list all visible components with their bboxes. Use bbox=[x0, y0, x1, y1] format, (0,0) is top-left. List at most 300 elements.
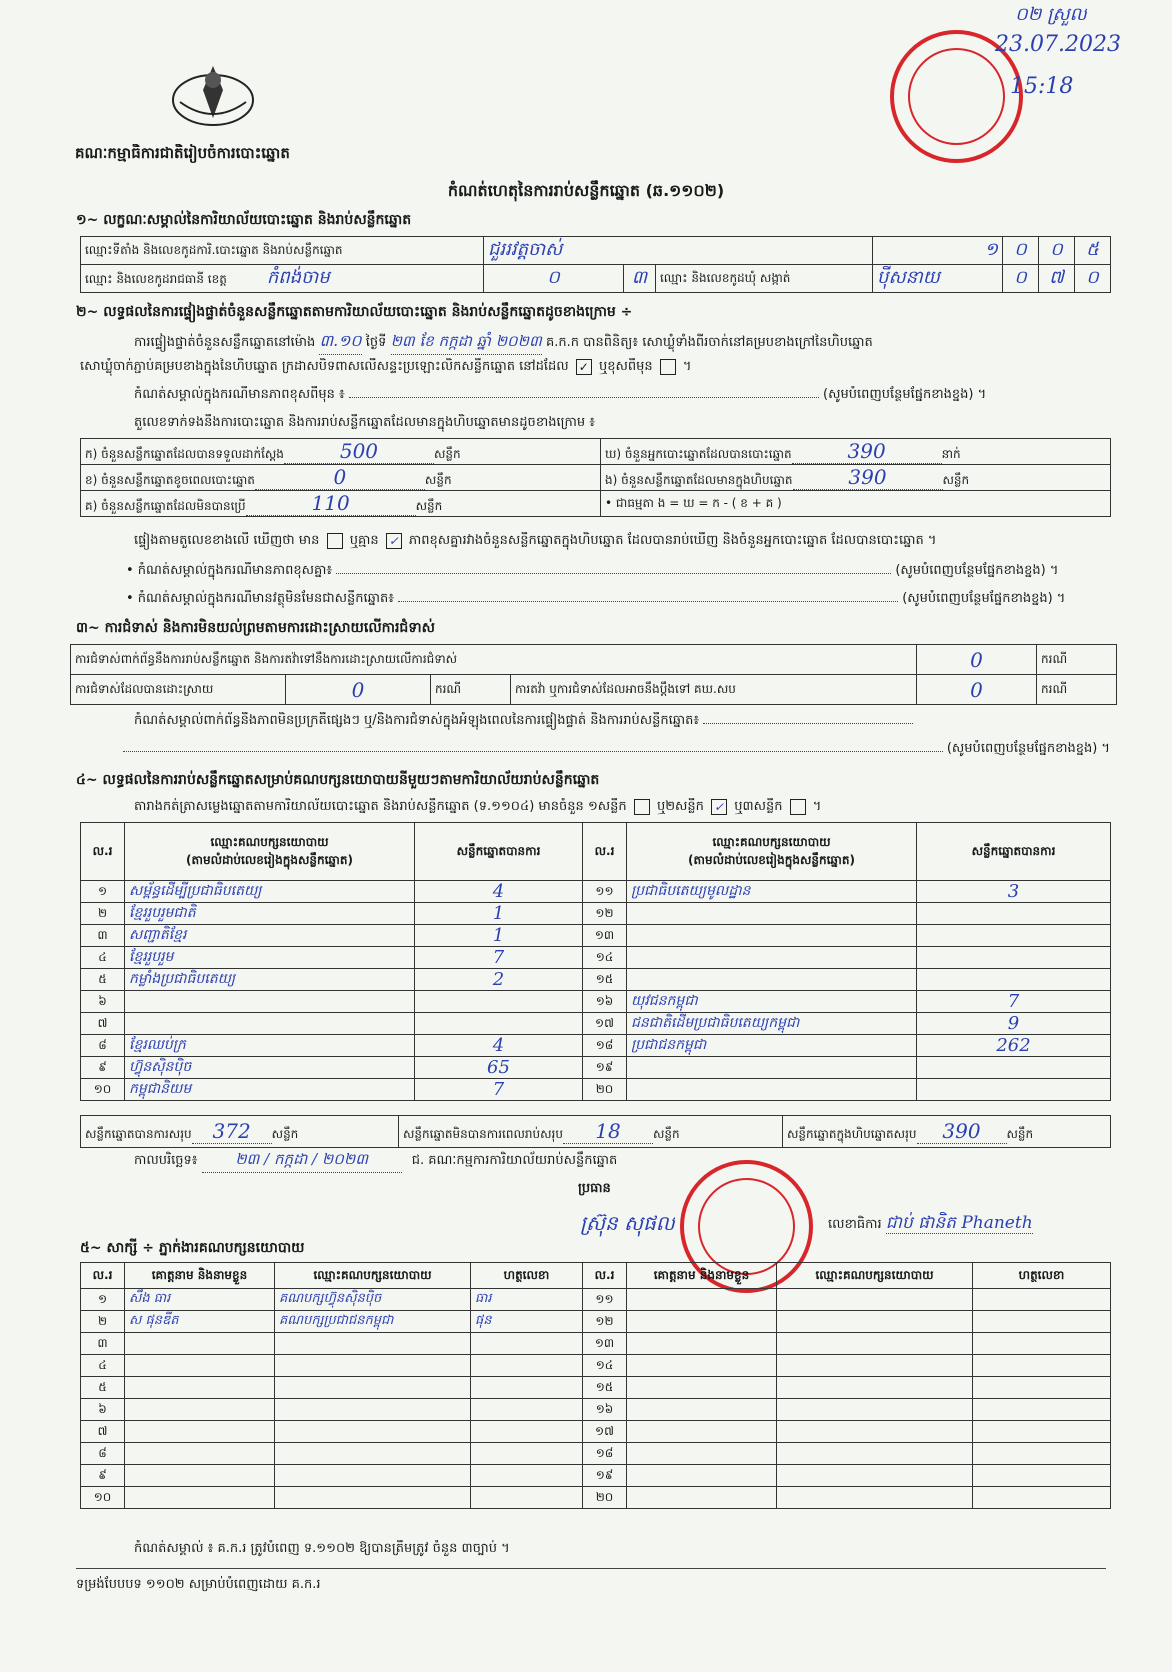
ngo-label: ង) ចំនួនសន្លឹកឆ្នោតដែលមានក្នុងហិបឆ្នោត bbox=[605, 473, 793, 487]
witness-party bbox=[777, 1289, 973, 1311]
witness-sign bbox=[471, 1465, 583, 1487]
witness-name bbox=[125, 1355, 275, 1377]
witness-sign bbox=[471, 1355, 583, 1377]
witness-party bbox=[777, 1311, 973, 1333]
intro-end: ។ bbox=[812, 799, 822, 814]
witness-name bbox=[627, 1465, 777, 1487]
witness-party bbox=[275, 1333, 471, 1355]
witness-party bbox=[777, 1333, 973, 1355]
total-valid-label: សន្លឹកឆ្នោតបានការសរុប bbox=[85, 1127, 192, 1141]
result-votes bbox=[917, 903, 1111, 925]
result-no: ១៨ bbox=[583, 1035, 627, 1057]
chair-signature: ស្រ៊ុន សុផល bbox=[580, 1211, 675, 1235]
ngo-value: 390 bbox=[793, 465, 943, 490]
kha-value: 0 bbox=[255, 465, 425, 490]
count-kho bbox=[601, 439, 1111, 465]
table-row bbox=[81, 1079, 1111, 1101]
section2-para1 bbox=[134, 330, 1109, 355]
total-invalid-unit: សន្លឹក bbox=[652, 1127, 680, 1141]
objection-related-value: 0 bbox=[917, 645, 1037, 675]
result-votes: 7 bbox=[415, 947, 583, 969]
date-label: កាលបរិច្ឆេទ៖ bbox=[134, 1153, 198, 1168]
counts-table bbox=[80, 438, 1111, 517]
witness-sign bbox=[471, 1421, 583, 1443]
commune-code-2: ៧ bbox=[1039, 265, 1075, 293]
witness-no: ៥ bbox=[81, 1377, 125, 1399]
kho-label: ឃ) ចំនួនអ្នកបោះឆ្នោតដែលបានបោះឆ្នោត bbox=[605, 447, 792, 461]
has-difference-checkbox[interactable] bbox=[327, 533, 343, 549]
commune-code-1: ០ bbox=[1003, 265, 1039, 293]
table-row bbox=[81, 969, 1111, 991]
commune-code-3: ០ bbox=[1075, 265, 1111, 293]
result-party: ជនជាតិដើមប្រជាធិបតេយ្យកម្ពុជា bbox=[627, 1013, 917, 1035]
table-row bbox=[81, 1443, 1111, 1465]
total-box-value: 390 bbox=[917, 1119, 1007, 1144]
result-party: ខ្មែររួបរួម bbox=[125, 947, 415, 969]
witness-sign bbox=[973, 1443, 1111, 1465]
objection-resolved-unit: ករណី bbox=[431, 675, 511, 705]
result-no: ១៣ bbox=[583, 925, 627, 947]
objection-related-unit: ករណី bbox=[1037, 645, 1117, 675]
result-party bbox=[125, 991, 415, 1013]
corner-note-line1: ០២ ស្រួល bbox=[1015, 4, 1087, 25]
section2-heading: ២~ លទ្ធផលនៃការផ្ទៀងផ្ទាត់ចំនួនសន្លឹកឆ្នោតតាមការិយាល័យបោះឆ្នោត និងរាប់សន្លឹកឆ្នោតដូចខាងក្រោម ÷ bbox=[76, 304, 633, 320]
ka-unit: សន្លឹក bbox=[433, 447, 461, 461]
total-box-unit: សន្លឹក bbox=[1006, 1127, 1034, 1141]
witness-name bbox=[125, 1421, 275, 1443]
col-votes-right: សន្លឹកឆ្នោតបានការ bbox=[917, 823, 1111, 881]
org-name: គណៈកម្មាធិការជាតិរៀបចំការបោះឆ្នោត bbox=[75, 144, 290, 162]
committee-label: ជ. គណៈកម្មការការិយាល័យរាប់សន្លឹកឆ្នោត bbox=[411, 1153, 618, 1168]
col-no-right: ល.រ bbox=[583, 823, 627, 881]
kho-value: 390 bbox=[792, 439, 942, 464]
witness-no: ១៩ bbox=[583, 1465, 627, 1487]
w-col-sign-right: ហត្ថលេខា bbox=[973, 1263, 1111, 1289]
location-code-4: ៥ bbox=[1075, 237, 1111, 265]
compare-a: ផ្ទៀងតាមតួលេខខាងលើ ឃើញថា មាន bbox=[134, 533, 320, 548]
result-party bbox=[627, 947, 917, 969]
result-no: ១១ bbox=[583, 881, 627, 903]
table-row bbox=[81, 1311, 1111, 1333]
corner-note-time: 15:18 bbox=[1010, 74, 1074, 99]
witness-sign bbox=[973, 1311, 1111, 1333]
col-party-right-sub: (តាមលំដាប់លេខរៀងក្នុងសន្លឹកឆ្នោត) bbox=[688, 852, 855, 867]
location-code-3: ០ bbox=[1039, 237, 1075, 265]
witness-name: សឹង ធារ bbox=[125, 1289, 275, 1311]
table-row bbox=[81, 1399, 1111, 1421]
witness-name bbox=[627, 1377, 777, 1399]
ka-label: ក) ចំនួនសន្លឹកឆ្នោតដែលបានទទួលដាក់ស្តែង bbox=[85, 447, 284, 461]
table-row bbox=[81, 1487, 1111, 1509]
note2-label: • កំណត់សម្គាល់ក្នុងករណីមានភាពខុសគ្នា៖ bbox=[126, 563, 333, 578]
result-party: កម្លាំងប្រជាធិបតេយ្យ bbox=[125, 969, 415, 991]
results-table bbox=[80, 822, 1111, 1101]
table-row bbox=[81, 1355, 1111, 1377]
two-sheet-checkbox[interactable]: ✓ bbox=[711, 799, 727, 815]
province-label-text: ឈ្មោះ និងលេខកូដរាជធានី ខេត្ត bbox=[85, 272, 227, 286]
witness-sign bbox=[973, 1399, 1111, 1421]
witness-party bbox=[777, 1399, 973, 1421]
table-row bbox=[81, 1377, 1111, 1399]
witness-no: ៨ bbox=[81, 1443, 125, 1465]
witness-party: គណបក្សប្រជាជនកម្ពុជា bbox=[275, 1311, 471, 1333]
witness-sign bbox=[471, 1399, 583, 1421]
witness-party bbox=[777, 1487, 973, 1509]
witness-no: ៦ bbox=[81, 1399, 125, 1421]
para1-c: គ.ក.ក បានពិនិត្យ៖ សោឃ្លុំទាំងពីរចាក់នៅគម្របខាងក្រៅនៃហិបឆ្នោត bbox=[545, 335, 873, 350]
count-kha bbox=[81, 465, 601, 491]
w-col-name-left: គោត្តនាម និងនាមខ្លួន bbox=[125, 1263, 275, 1289]
location-code-2: ០ bbox=[1003, 237, 1039, 265]
count-ngo bbox=[601, 465, 1111, 491]
compare-c: ភាពខុសគ្នារវាងចំនួនសន្លឹកឆ្នោតក្នុងហិបឆ្នោត ដែលបានរាប់ឃើញ និងចំនួនអ្នកបោះឆ្នោត ដែលបានបោះឆ្នោត ។ bbox=[408, 533, 937, 548]
para2-end: ។ bbox=[682, 359, 692, 374]
result-no: ៦ bbox=[81, 991, 125, 1013]
ka-value: 500 bbox=[284, 439, 434, 464]
witness-sign bbox=[471, 1377, 583, 1399]
result-no: ៥ bbox=[81, 969, 125, 991]
witness-no: ១១ bbox=[583, 1289, 627, 1311]
secretary-value: ជាប់ ផានិត Phaneth bbox=[885, 1213, 1033, 1233]
secretary-label: លេខាធិការ bbox=[828, 1217, 882, 1232]
formula: • ជាធម្មតា ង = ឃ = ក - ( ខ + គ ) bbox=[601, 491, 1111, 517]
witness-party bbox=[275, 1443, 471, 1465]
note1-line bbox=[134, 386, 1109, 405]
result-no: ៧ bbox=[81, 1013, 125, 1035]
witness-sign bbox=[973, 1289, 1111, 1311]
section3-note-label: កំណត់សម្គាល់ពាក់ព័ន្ធនឹងភាពមិនប្រក្រតីផ្សេងៗ ឬ/និងការជំទាស់ក្នុងអំឡុងពេលនៃការផ្ទៀងផ្ទាត់ និងការរាប់សន្លឹកឆ្នោត៖ bbox=[134, 713, 700, 728]
intro-c: ឬ៣សន្លឹក bbox=[734, 799, 783, 814]
count-ko bbox=[81, 491, 601, 517]
witness-table bbox=[80, 1262, 1111, 1509]
result-votes: 7 bbox=[415, 1079, 583, 1101]
section1-table bbox=[80, 236, 1111, 293]
witness-sign bbox=[973, 1465, 1111, 1487]
result-no: ៤ bbox=[81, 947, 125, 969]
location-label: ឈ្មោះទីតាំង និងលេខកូដការិ.បោះឆ្នោត និងរាប់សន្លឹកឆ្នោត bbox=[81, 237, 484, 265]
witness-party bbox=[777, 1421, 973, 1443]
witness-name bbox=[627, 1421, 777, 1443]
result-votes bbox=[917, 925, 1111, 947]
result-no: ១០ bbox=[81, 1079, 125, 1101]
no-difference-checkbox[interactable]: ✓ bbox=[386, 533, 402, 549]
table-row bbox=[81, 1035, 1111, 1057]
witness-no: ១ bbox=[81, 1289, 125, 1311]
witness-no: ២ bbox=[81, 1311, 125, 1333]
result-no: ២០ bbox=[583, 1079, 627, 1101]
location-value: ជួររវត្តចាស់ bbox=[484, 237, 873, 265]
witness-name bbox=[627, 1487, 777, 1509]
w-col-sign-left: ហត្ថលេខា bbox=[471, 1263, 583, 1289]
result-party: ខ្មែរឈប់ក្រ bbox=[125, 1035, 415, 1057]
witness-name bbox=[627, 1289, 777, 1311]
witness-name bbox=[627, 1399, 777, 1421]
witness-name bbox=[125, 1443, 275, 1465]
witness-party bbox=[275, 1355, 471, 1377]
result-no: ១២ bbox=[583, 903, 627, 925]
result-no: ១៦ bbox=[583, 991, 627, 1013]
para2-text: សោឃ្លុំចាក់ភ្ជាប់គម្របខាងក្នុងនៃហិបឆ្នោត ក្រដាសបិទពាសលើសន្ទះប្រឡោះលិកសន្លឹកឆ្នោត នៅដដែល bbox=[80, 359, 569, 374]
result-no: ២ bbox=[81, 903, 125, 925]
chair-label: ប្រធាន bbox=[578, 1181, 611, 1196]
result-votes: 2 bbox=[415, 969, 583, 991]
footer-text: ទម្រង់បែបបទ ១១០២ សម្រាប់បំពេញដោយ គ.ក.រ bbox=[76, 1577, 321, 1592]
witness-party bbox=[275, 1487, 471, 1509]
result-no: ១ bbox=[81, 881, 125, 903]
intro-b: ឬ២សន្លឹក bbox=[656, 799, 704, 814]
intro-a: តារាងកត់ត្រាសម្លេងឆ្នោតតាមការិយាល័យបោះឆ្នោត និងរាប់សន្លឹកឆ្នោត (ទ.១១០៤) មានចំនួន ១សន្លឹក bbox=[134, 799, 627, 814]
witness-name bbox=[125, 1377, 275, 1399]
province-label bbox=[81, 265, 484, 293]
result-no: ១៥ bbox=[583, 969, 627, 991]
section3-note bbox=[134, 712, 1109, 731]
witness-sign: ផុន bbox=[471, 1311, 583, 1333]
note2-line bbox=[126, 562, 1109, 581]
witness-no: ១៨ bbox=[583, 1443, 627, 1465]
witness-sign bbox=[973, 1333, 1111, 1355]
result-party: សម្ព័ន្ធដើម្បីប្រជាធិបតេយ្យ bbox=[125, 881, 415, 903]
objections-table bbox=[70, 644, 1117, 705]
total-box-label: សន្លឹកឆ្នោតក្នុងហិបឆ្នោតសរុប bbox=[787, 1127, 917, 1141]
w-col-party-right: ឈ្មោះគណបក្សនយោបាយ bbox=[777, 1263, 973, 1289]
ko-label: គ) ចំនួនសន្លឹកឆ្នោតដែលមិនបានប្រើ bbox=[85, 499, 246, 513]
col-party-right bbox=[627, 823, 917, 881]
col-party-left bbox=[125, 823, 415, 881]
witness-sign bbox=[973, 1355, 1111, 1377]
result-votes: 3 bbox=[917, 881, 1111, 903]
table-row bbox=[81, 991, 1111, 1013]
form-title: កំណត់ហេតុនៃការរាប់សន្លឹកឆ្នោត (ឆ.១១០២) bbox=[447, 181, 725, 200]
witness-no: ១៥ bbox=[583, 1377, 627, 1399]
total-valid-value: 372 bbox=[192, 1119, 272, 1144]
section1-heading: ១~ លក្ខណៈសម្គាល់នៃការិយាល័យបោះឆ្នោត និងរាប់សន្លឹកឆ្នោត bbox=[76, 212, 412, 228]
appeal-value: 0 bbox=[917, 675, 1037, 705]
witness-sign bbox=[471, 1443, 583, 1465]
section3-note-suffix: (សូមបំពេញបន្ថែមផ្នែកខាងខ្នង) ។ bbox=[946, 741, 1110, 756]
province-code-2: ៣ bbox=[624, 265, 656, 293]
result-party bbox=[627, 969, 917, 991]
footer-divider bbox=[76, 1568, 1106, 1569]
kha-unit: សន្លឹក bbox=[424, 473, 452, 487]
province-code-1: ០ bbox=[484, 265, 624, 293]
witness-party bbox=[777, 1355, 973, 1377]
result-party bbox=[627, 1057, 917, 1079]
witness-sign bbox=[973, 1377, 1111, 1399]
ngo-unit: សន្លឹក bbox=[942, 473, 970, 487]
witness-no: ១០ bbox=[81, 1487, 125, 1509]
result-votes: 262 bbox=[917, 1035, 1111, 1057]
table-row bbox=[81, 1013, 1111, 1035]
col-party-right-title: ឈ្មោះគណបក្សនយោបាយ bbox=[712, 834, 831, 849]
result-party: ខ្មែររួបរួមជាតិ bbox=[125, 903, 415, 925]
three-sheet-checkbox[interactable] bbox=[790, 799, 806, 815]
table-row bbox=[81, 1465, 1111, 1487]
witness-no: ១៤ bbox=[583, 1355, 627, 1377]
col-votes-left: សន្លឹកឆ្នោតបានការ bbox=[415, 823, 583, 881]
witness-no: ៤ bbox=[81, 1355, 125, 1377]
appeal-unit: ករណី bbox=[1037, 675, 1117, 705]
witness-no: ៧ bbox=[81, 1421, 125, 1443]
result-no: ៨ bbox=[81, 1035, 125, 1057]
result-votes bbox=[415, 1013, 583, 1035]
result-votes bbox=[917, 969, 1111, 991]
result-votes: 4 bbox=[415, 881, 583, 903]
note3-line bbox=[126, 590, 1109, 609]
commune-label: ឈ្មោះ និងលេខកូដឃុំ សង្កាត់ bbox=[656, 265, 873, 293]
result-party: កម្ពុជានិយម bbox=[125, 1079, 415, 1101]
unchanged-checkbox[interactable]: ✓ bbox=[576, 359, 592, 375]
witness-no: ១៦ bbox=[583, 1399, 627, 1421]
result-votes: 1 bbox=[415, 903, 583, 925]
objection-related-label: ការជំទាស់ពាក់ព័ន្ធនឹងការរាប់សន្លឹកឆ្នោត និងការតវ៉ាទៅនឹងការដោះស្រាយលើការជំទាស់ bbox=[71, 645, 917, 675]
para1-a: ការផ្ទៀងផ្ទាត់ចំនួនសន្លឹកឆ្នោតនៅម៉ោង bbox=[134, 335, 316, 350]
note1-suffix: (សូមបំពេញបន្ថែមផ្នែកខាងខ្នង) ។ bbox=[823, 387, 987, 402]
witness-party bbox=[275, 1377, 471, 1399]
section3-note-line2 bbox=[70, 740, 1110, 759]
section2-para2 bbox=[80, 358, 1110, 377]
witness-name bbox=[125, 1487, 275, 1509]
commune-value: ប៉ីសនាយ bbox=[873, 265, 1003, 293]
total-invalid-label: សន្លឹកឆ្នោតមិនបានការពេលរាប់សរុប bbox=[403, 1127, 563, 1141]
result-party bbox=[125, 1013, 415, 1035]
witness-party bbox=[275, 1399, 471, 1421]
result-votes bbox=[415, 991, 583, 1013]
corner-note-date: 23.07.2023 bbox=[995, 32, 1121, 57]
result-no: ១៧ bbox=[583, 1013, 627, 1035]
witness-sign bbox=[973, 1487, 1111, 1509]
kho-unit: នាក់ bbox=[941, 447, 961, 461]
result-votes bbox=[917, 1057, 1111, 1079]
witness-sign bbox=[973, 1421, 1111, 1443]
ko-value: 110 bbox=[246, 491, 416, 516]
result-party: យុវជនកម្ពុជា bbox=[627, 991, 917, 1013]
date-value: ២៣ / កក្កដា / ២០២៣ bbox=[202, 1150, 402, 1173]
total-invalid bbox=[399, 1116, 783, 1148]
result-party bbox=[627, 1079, 917, 1101]
table-row bbox=[81, 881, 1111, 903]
date-line bbox=[134, 1150, 774, 1173]
result-party: ហ៊្វុនស៊ិនប៉ិច bbox=[125, 1057, 415, 1079]
result-votes: 7 bbox=[917, 991, 1111, 1013]
witness-party bbox=[777, 1377, 973, 1399]
result-votes: 9 bbox=[917, 1013, 1111, 1035]
compare-line bbox=[134, 532, 1109, 551]
footnote: កំណត់សម្គាល់ ៖ គ.ក.រ ត្រូវបំពេញ ទ.១១០២ ឱ្យបានត្រឹមត្រូវ ចំនួន ៣ច្បាប់ ។ bbox=[134, 1541, 510, 1556]
result-no: ៩ bbox=[81, 1057, 125, 1079]
section4-heading: ៤~ លទ្ធផលនៃការរាប់សន្លឹកឆ្នោតសម្រាប់គណបក្សនយោបាយនីមួយៗតាមការិយាល័យរាប់សន្លឹកឆ្នោត bbox=[76, 772, 600, 788]
ko-unit: សន្លឹក bbox=[415, 499, 443, 513]
result-no: ១៩ bbox=[583, 1057, 627, 1079]
verify-date: ២៣ ខែ កក្កដា ឆ្នាំ ២០២៣ bbox=[391, 332, 542, 355]
result-party bbox=[627, 903, 917, 925]
witness-party: គណបក្សហ៊្វុនស៊ិនប៉ិច bbox=[275, 1289, 471, 1311]
result-party: ប្រជាធិបតេយ្យមូលដ្ឋាន bbox=[627, 881, 917, 903]
table-row bbox=[81, 925, 1111, 947]
witness-name bbox=[627, 1333, 777, 1355]
total-invalid-value: 18 bbox=[563, 1119, 653, 1144]
total-valid bbox=[81, 1116, 399, 1148]
table-row bbox=[81, 1289, 1111, 1311]
witness-no: ១៧ bbox=[583, 1421, 627, 1443]
secretary-line bbox=[828, 1212, 1118, 1237]
objection-resolved-label: ការជំទាស់ដែលបានដោះស្រាយ bbox=[71, 675, 286, 705]
table-row bbox=[81, 1421, 1111, 1443]
location-code-1: ១ bbox=[873, 237, 1003, 265]
witness-name bbox=[627, 1443, 777, 1465]
witness-sign: ធារ bbox=[471, 1289, 583, 1311]
section5-heading: ៥~ សាក្សី ÷ ភ្នាក់ងារគណបក្សនយោបាយ bbox=[80, 1240, 305, 1256]
totals-table bbox=[80, 1115, 1111, 1148]
witness-party bbox=[275, 1421, 471, 1443]
witness-party bbox=[777, 1443, 973, 1465]
para2-b: ឬខុសពីមុន bbox=[598, 359, 653, 374]
result-no: ៣ bbox=[81, 925, 125, 947]
witness-party bbox=[777, 1465, 973, 1487]
result-votes: 1 bbox=[415, 925, 583, 947]
note1-label: កំណត់សម្គាល់ក្នុងករណីមានភាពខុសពីមុន ៖ bbox=[134, 387, 345, 402]
verify-time: ៣.១០ bbox=[319, 330, 361, 355]
result-votes: 4 bbox=[415, 1035, 583, 1057]
w-col-no-right: ល.រ bbox=[583, 1263, 627, 1289]
witness-no: ១២ bbox=[583, 1311, 627, 1333]
section4-intro bbox=[134, 798, 1109, 817]
changed-checkbox[interactable] bbox=[660, 359, 676, 375]
witness-sign bbox=[471, 1487, 583, 1509]
table-row bbox=[81, 1057, 1111, 1079]
table-row bbox=[81, 903, 1111, 925]
note3-suffix: (សូមបំពេញបន្ថែមផ្នែកខាងខ្នង) ។ bbox=[902, 591, 1066, 606]
witness-no: ២០ bbox=[583, 1487, 627, 1509]
witness-party bbox=[275, 1465, 471, 1487]
w-col-no-left: ល.រ bbox=[81, 1263, 125, 1289]
result-votes: 65 bbox=[415, 1057, 583, 1079]
witness-name bbox=[125, 1465, 275, 1487]
total-box bbox=[783, 1116, 1111, 1148]
witness-name bbox=[125, 1399, 275, 1421]
kha-label: ខ) ចំនួនសន្លឹកឆ្នោតខូចពេលបោះឆ្នោត bbox=[85, 473, 255, 487]
witness-name bbox=[125, 1333, 275, 1355]
witness-name bbox=[627, 1311, 777, 1333]
result-votes bbox=[917, 947, 1111, 969]
witness-sign bbox=[471, 1333, 583, 1355]
result-votes bbox=[917, 1079, 1111, 1101]
w-col-party-left: ឈ្មោះគណបក្សនយោបាយ bbox=[275, 1263, 471, 1289]
col-no-left: ល.រ bbox=[81, 823, 125, 881]
witness-no: ១៣ bbox=[583, 1333, 627, 1355]
witness-no: ៩ bbox=[81, 1465, 125, 1487]
witness-name: ស ផុនឌីត bbox=[125, 1311, 275, 1333]
section3-heading: ៣~ ការជំទាស់ និងការមិនយល់ព្រមតាមការដោះស្រាយលើការជំទាស់ bbox=[76, 620, 435, 636]
result-party: ប្រជាជនកម្ពុជា bbox=[627, 1035, 917, 1057]
objection-resolved-value: 0 bbox=[286, 675, 431, 705]
count-ka bbox=[81, 439, 601, 465]
witness-name bbox=[627, 1355, 777, 1377]
result-party bbox=[627, 925, 917, 947]
note3-label: • កំណត់សម្គាល់ក្នុងករណីមានវត្ថុមិនមែនជាសន្លឹកឆ្នោត៖ bbox=[126, 591, 394, 606]
compare-b: ឬគ្មាន bbox=[349, 533, 379, 548]
w-col-name-right: គោត្តនាម និងនាមខ្លួន bbox=[627, 1263, 777, 1289]
para1-b: ថ្ងៃទី bbox=[365, 335, 387, 350]
note2-suffix: (សូមបំពេញបន្ថែមផ្នែកខាងខ្នង) ។ bbox=[895, 563, 1059, 578]
province-value: កំពង់ចាម bbox=[266, 267, 330, 288]
table-row bbox=[81, 947, 1111, 969]
result-no: ១៤ bbox=[583, 947, 627, 969]
col-party-left-title: ឈ្មោះគណបក្សនយោបាយ bbox=[210, 834, 329, 849]
total-valid-unit: សន្លឹក bbox=[271, 1127, 299, 1141]
one-sheet-checkbox[interactable] bbox=[634, 799, 650, 815]
emblem-icon bbox=[168, 60, 258, 128]
witness-no: ៣ bbox=[81, 1333, 125, 1355]
